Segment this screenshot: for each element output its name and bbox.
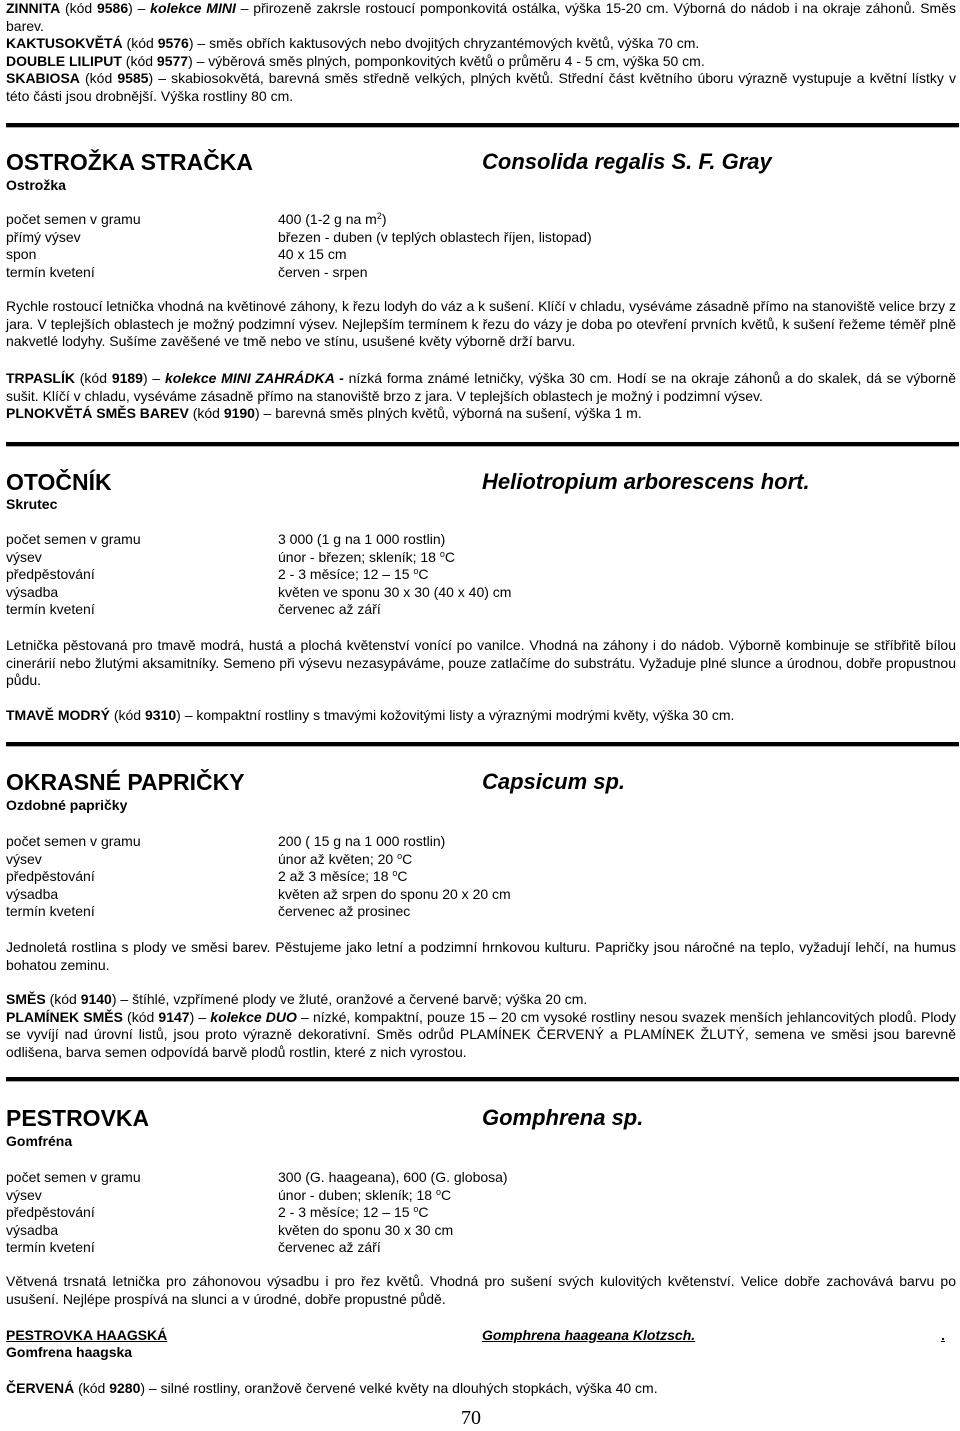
code-prefix: (kód [79,70,118,87]
property-value: květen do sponu 30 x 30 cm [278,1221,454,1238]
section-title: OKRASNÉ PAPRIČKY [6,769,245,795]
property-row [6,584,956,602]
property-label: výsev [6,1186,42,1203]
variety-name: DOUBLE LILIPUT [6,52,122,69]
code-prefix: (kód [74,1380,110,1396]
series-name: kolekce MINI ZAHRÁDKA - [165,370,344,386]
property-row [6,1222,956,1240]
property-row [6,833,956,851]
section-divider [6,442,959,447]
code-prefix: (kód [122,1008,159,1025]
latin-name: Gomphrena sp. [482,1105,644,1130]
section-description: Větvená trsnatá letnička pro záhonovou výsadbu i pro řez květů. Vhodná pro sušení svých kulovitých květenství. Velice dobře zachovává barvu po usušení. Nejlépe prospívá na slunci a v úrodné, dobře propustné půdě. [6,1273,956,1307]
degree-symbol: o [413,566,419,577]
section-subtitle: Skrutec [6,496,58,512]
property-value: květen až srpen do sponu 20 x 20 cm [278,885,511,902]
property-row [6,264,956,282]
property-label: termín kvetení [6,601,95,618]
section-divider [6,742,959,747]
property-label: výsev [6,850,42,867]
value-text: C [444,548,456,565]
variety-tmave-modry [6,707,956,725]
property-value: březen - duben (v teplých oblastech říjen, listopad) [278,228,592,245]
degree-symbol: o [397,850,403,861]
section-title: OSTROŽKA STRAČKA [6,149,254,175]
property-value: červenec až prosinec [278,903,411,920]
section-description: Jednoletá rostlina s plody ve směsi barev. Pěstujeme jako letní a podzimní hrnkovou kulturu. Papričky jsou náročné na teplo, vyžadují lehčí, na humus bohatou zeminu. [6,939,956,973]
property-label: předpěstování [6,566,95,583]
variety-desc: silné rostliny, oranžově červené velké květy na dlouhých stopkách, výška 40 cm. [160,1380,658,1396]
value-text: 2 až 3 měsíce; 18 [278,868,393,885]
code-suffix: ) – [140,1380,161,1396]
property-value: 200 ( 15 g na 1 000 rostlin) [278,833,446,849]
value-text: C [441,1186,452,1203]
property-label: počet semen v gramu [6,1169,141,1185]
section-subtitle: Gomfréna [6,1133,73,1149]
property-row [6,1239,956,1257]
code-suffix: ) – [176,707,197,723]
variety-desc: kompaktní rostliny s tmavými kožovitými listy a výraznými modrými květy, výška 30 cm. [196,707,735,723]
value-text: 400 (1-2 g na m [278,211,377,227]
variety-double-liliput [6,53,956,71]
property-value [278,851,412,869]
value-text: C [418,566,429,583]
property-value: květen ve sponu 30 x 30 (40 x 40) cm [278,583,512,600]
value-text: 2 - 3 měsíce; 12 – 15 [278,1204,414,1221]
code-suffix: ) – [188,35,210,52]
variety-code: 9190 [223,405,255,422]
variety-plaminek-smes [6,1009,956,1062]
section-title: PESTROVKA [6,1105,150,1131]
code-suffix: ) – [189,1008,211,1025]
property-row [6,903,956,921]
property-value [278,549,455,567]
variety-name: ČERVENÁ [6,1380,75,1396]
section-varieties [6,991,956,1061]
code-suffix: ) – [128,0,151,16]
variety-desc: – přirozeně zakrsle rostoucí pomponkovitá ostálka, výška 15-20 cm. Výborná do nádob i na okraje záhonů. Směs barev. [6,0,956,34]
property-label: počet semen v gramu [6,531,141,547]
variety-name: SMĚS [6,991,46,1007]
property-row [6,246,956,264]
section-title: OTOČNÍK [6,469,112,495]
latin-name: Capsicum sp. [482,769,626,794]
variety-code: 9147 [158,1008,190,1025]
subspecies-latin: Gomphrena haageana Klotzsch. [482,1327,696,1343]
property-label: počet semen v gramu [6,833,141,849]
property-row [6,531,956,549]
variety-trpaslik [6,370,956,405]
property-value: 40 x 15 cm [278,246,347,263]
variety-kaktusokveta [6,35,956,53]
value-text: C [397,868,408,885]
property-label: termín kvetení [6,1239,95,1256]
property-value [278,1187,451,1205]
degree-symbol: o [439,548,445,559]
series-name: kolekce DUO [210,1008,297,1025]
property-row [6,1204,956,1222]
subspecies-title: PESTROVKA HAAGSKÁ [6,1327,168,1343]
variety-desc: nízká forma známé letničky, výška 30 cm. Hodí se na okraje záhonů a do skalek, dá se výborně sušit. Klíčí v chladu, vyséváme zásadně přímo na stanoviště brzo z jara. V teplejších oblastech je možný i podzimní výsev. [6,370,956,404]
property-value: červen - srpen [278,263,368,280]
property-value: 300 (G. haageana), 600 (G. globosa) [278,1169,508,1185]
variety-plnokveta [6,405,956,423]
code-prefix: (kód [188,405,224,422]
code-prefix: (kód [60,0,97,16]
growing-properties [6,211,956,281]
section-divider [6,123,959,128]
section-subtitle: Ostrožka [6,177,66,193]
subspecies-header [6,1327,956,1363]
value-text: ) [381,211,387,227]
growing-properties [6,833,956,921]
variety-cervena [6,1380,956,1398]
variety-desc: skabiosokvětá, barevná směs středně velkých, plných květů. Střední část květního úboru výrazně vystupuje a květní lístky v této části jsou drobnější. Výška rostliny 80 cm. [6,70,956,104]
subspecies-dot: . [941,1327,945,1343]
property-label: spon [6,246,37,263]
variety-desc: – nízké, kompaktní, pouze 15 – 20 cm vysoké rostliny nesou svazek menších jehlancovitých plodů. Plody se vyvíjí nad úrovní listů, jsou proto výrazně dekorativní. Směs odrůd PLAMÍNEK ČERVENÝ a PLAMÍNEK ŽLUTÝ, semena ve směsi jsou barevně odlišena, barva semen odpovídá barvě plodů rostlin, které z nich vyrostou. [6,1008,957,1060]
variety-name: ZINNITA [6,0,61,16]
property-row [6,566,956,584]
subspecies-subtitle: Gomfrena haagska [6,1344,133,1360]
code-suffix: ) – [111,991,133,1007]
property-value [278,211,387,229]
variety-skabiosa [6,70,956,105]
section-varieties [6,370,956,423]
section-body [6,637,956,690]
property-value [278,1204,429,1222]
variety-desc: štíhlé, vzpřímené plody ve žluté, oranžové a červené barvě; výška 20 cm. [132,991,588,1007]
property-row [6,601,956,619]
property-label: předpěstování [6,868,95,885]
property-value: 3 000 (1 g na 1 000 rostlin) [278,531,446,547]
code-suffix: ) – [148,70,172,87]
variety-name: SKABIOSA [6,70,80,87]
property-row [6,549,956,567]
section-description: Letnička pěstovaná pro tmavě modrá, hustá a plochá květenství vonící po vanilce. Vhodná na záhony i do nádob. Výborně kombinuje se stříbřitě bílou cinerárií nebo žlutými aksamitníky. Semeno při výsevu nezasypáváme, pouze zatlačíme do substrátu. Vyžaduje plné slunce a úrodnou, dobře propustnou půdu. [6,637,956,689]
variety-code: 9310 [144,707,177,723]
variety-smes [6,991,956,1009]
section-body [6,298,956,351]
section-subtitle: Ozdobné papričky [6,797,128,813]
zinnia-varieties [6,0,956,106]
value-text: únor - duben; skleník; 18 [278,1186,436,1203]
code-prefix: (kód [122,35,158,52]
variety-code: 9280 [109,1380,141,1396]
property-label: výsadba [6,885,59,902]
property-label: přímý výsev [6,228,81,245]
variety-code: 9585 [117,70,149,87]
variety-name: TRPASLÍK [6,370,75,386]
value-text: únor - březen; skleník; 18 [278,548,440,565]
code-prefix: (kód [121,52,157,69]
property-row [6,1187,956,1205]
property-row [6,1169,956,1187]
variety-code: 9576 [157,35,189,52]
section-body [6,1273,956,1308]
section-varieties [6,707,956,725]
property-row [6,851,956,869]
property-row [6,886,956,904]
code-suffix: ) – [188,52,209,69]
section-divider [6,1077,959,1082]
variety-code: 9140 [80,991,112,1007]
variety-zinnita [6,0,956,35]
property-label: počet semen v gramu [6,211,141,227]
value-text: 2 - 3 měsíce; 12 – 15 [278,566,414,583]
property-label: výsev [6,548,42,565]
latin-name: Heliotropium arborescens hort. [482,469,810,494]
property-label: termín kvetení [6,263,95,280]
property-label: výsadba [6,583,59,600]
variety-code: 9577 [156,52,189,69]
code-prefix: (kód [74,370,112,386]
property-value [278,868,408,886]
value-superscript: 2 [376,211,382,221]
degree-symbol: o [392,868,398,879]
property-row [6,211,956,229]
degree-symbol: o [413,1204,419,1215]
latin-name: Consolida regalis S. F. Gray [482,149,772,174]
variety-desc: směs obřích kaktusových nebo dvojitých chryzantémových květů, výška 70 cm. [209,35,700,52]
section-varieties [6,1380,956,1398]
degree-symbol: o [436,1186,442,1197]
growing-properties [6,1169,956,1257]
growing-properties [6,531,956,619]
property-row [6,868,956,886]
variety-code: 9189 [111,370,143,386]
variety-name: TMAVĚ MODRÝ [6,707,110,723]
variety-code: 9586 [96,0,129,16]
property-label: termín kvetení [6,903,95,920]
value-text: únor až květen; 20 [278,850,398,867]
series-name: kolekce MINI [150,0,236,16]
variety-name: PLAMÍNEK SMĚS [6,1008,123,1025]
value-text: C [418,1204,429,1221]
code-suffix: ) – [254,405,276,422]
property-label: výsadba [6,1221,59,1238]
variety-desc: barevná směs plných květů, výborná na sušení, výška 1 m. [275,405,642,422]
value-text: C [402,850,413,867]
variety-desc: výběrová směs plných, pomponkovitých květů o průměru 4 - 5 cm, výška 50 cm. [208,52,705,69]
section-body [6,939,956,974]
variety-name: PLNOKVĚTÁ SMĚS BAREV [6,405,189,422]
property-label: předpěstování [6,1204,95,1221]
code-prefix: (kód [45,991,81,1007]
property-value [278,566,429,584]
property-value: červenec až září [278,1239,381,1256]
page-number: 70 [461,1407,481,1429]
variety-name: KAKTUSOKVĚTÁ [6,35,123,52]
section-description: Rychle rostoucí letnička vhodná na květinové záhony, k řezu lodyh do váz a k sušení. Klíčí v chladu, vyséváme zásadně přímo na stanoviště velice brzy z jara. V teplejších oblastech je možný podzimní výsev. Nejlepším termínem k řezu do vázy je doba po otevření prvních květů, k sušení řežeme téměř plně nakvetlé lodyhy. Sušíme zavěšené ve tmě nebo ve stínu, usušené květy výborně drží barvu. [6,298,956,350]
code-suffix: ) – [142,370,166,386]
code-prefix: (kód [109,707,145,723]
property-row [6,229,956,247]
property-value: červenec až září [278,601,381,618]
